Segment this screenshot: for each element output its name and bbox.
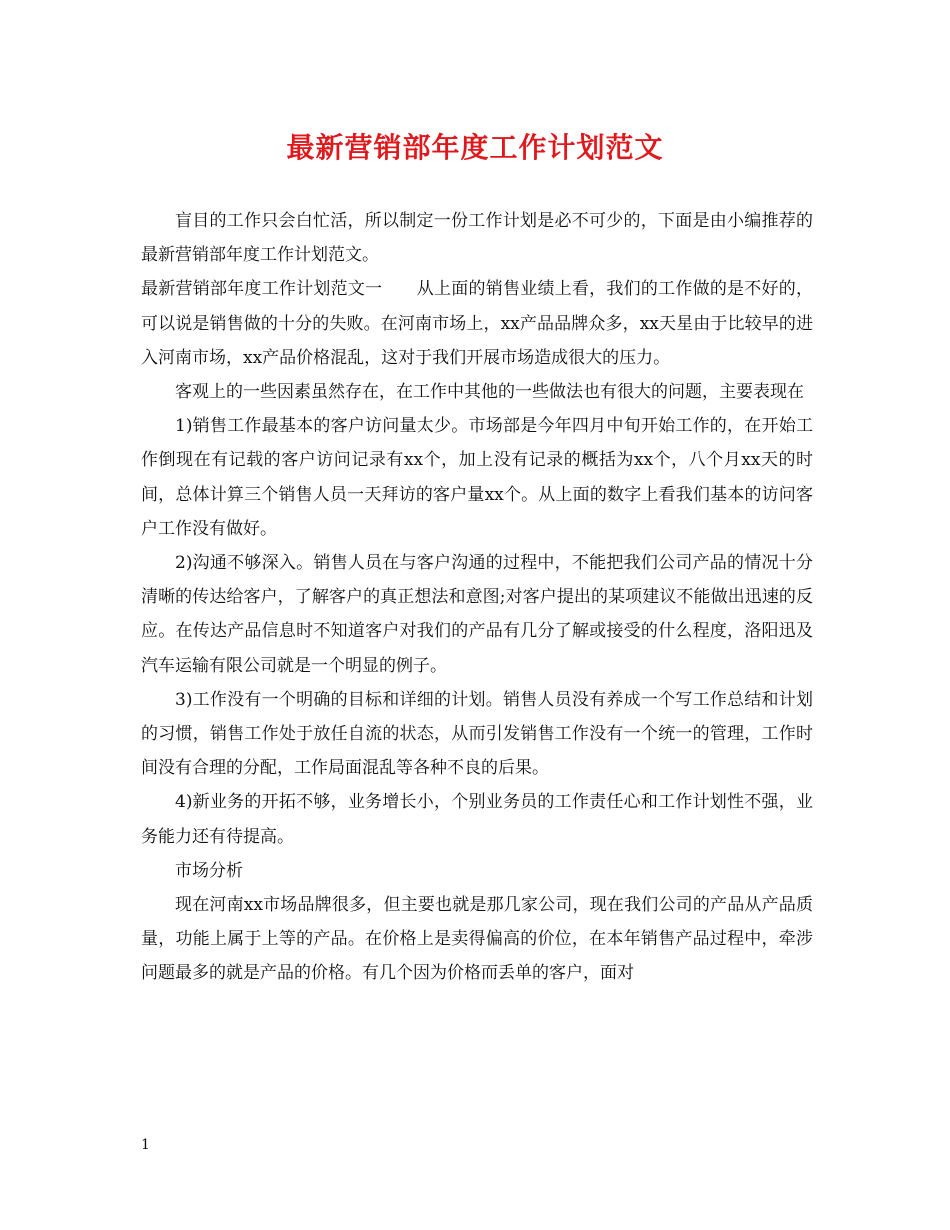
document-body	[141, 204, 813, 991]
paragraph-intro: 盲目的工作只会白忙活，所以制定一份工作计划是必不可少的，下面是由小编推荐的最新营销部年度工作计划范文。	[141, 211, 813, 266]
paragraph-market-analysis: 现在河南xx市场品牌很多，但主要也就是那几家公司，现在我们公司的产品从产品质量，功能上属于上等的产品。在价格上是卖得偏高的价位，在本年销售产品过程中，牵涉问题最多的就是产品的价格。有几个因为价格而丢单的客户，面对	[141, 895, 813, 984]
paragraph-objective-factors: 客观上的一些因素虽然存在，在工作中其他的一些做法也有很大的问题，主要表现在	[175, 382, 804, 403]
paragraph-issue-2: 2)沟通不够深入。销售人员在与客户沟通的过程中，不能把我们公司产品的情况十分清晰的传达给客户，了解客户的真正想法和意图;对客户提出的某项建议不能做出迅速的反应。在传达产品信息时不知道客户对我们的产品有几分了解或接受的什么程度，洛阳迅及汽车运输有限公司就是一个明显的例子。	[141, 553, 813, 676]
paragraph-sample-one: 最新营销部年度工作计划范文一 从上面的销售业绩上看，我们的工作做的是不好的，可以说是销售做的十分的失败。在河南市场上，xx产品品牌众多，xx天星由于比较早的进入河南市场，xx产品价格混乱，这对于我们开展市场造成很大的压力。	[141, 279, 813, 368]
paragraph-issue-4: 4)新业务的开拓不够，业务增长小，个别业务员的工作责任心和工作计划性不强，业务能力还有待提高。	[141, 792, 813, 847]
paragraph-issue-1: 1)销售工作最基本的客户访问量太少。市场部是今年四月中旬开始工作的，在开始工作倒现在有记载的客户访问记录有xx个，加上没有记录的概括为xx个，八个月xx天的时间，总体计算三个销售人员一天拜访的客户量xx个。从上面的数字上看我们基本的访问客户工作没有做好。	[141, 416, 813, 539]
paragraph-issue-3: 3)工作没有一个明确的目标和详细的计划。销售人员没有养成一个写工作总结和计划的习惯，销售工作处于放任自流的状态，从而引发销售工作没有一个统一的管理，工作时间没有合理的分配，工作局面混乱等各种不良的后果。	[141, 689, 813, 779]
document-title: 最新营销部年度工作计划范文	[286, 131, 664, 164]
section-heading-market-analysis: 市场分析	[175, 860, 243, 881]
page-number: 1	[141, 1137, 150, 1153]
